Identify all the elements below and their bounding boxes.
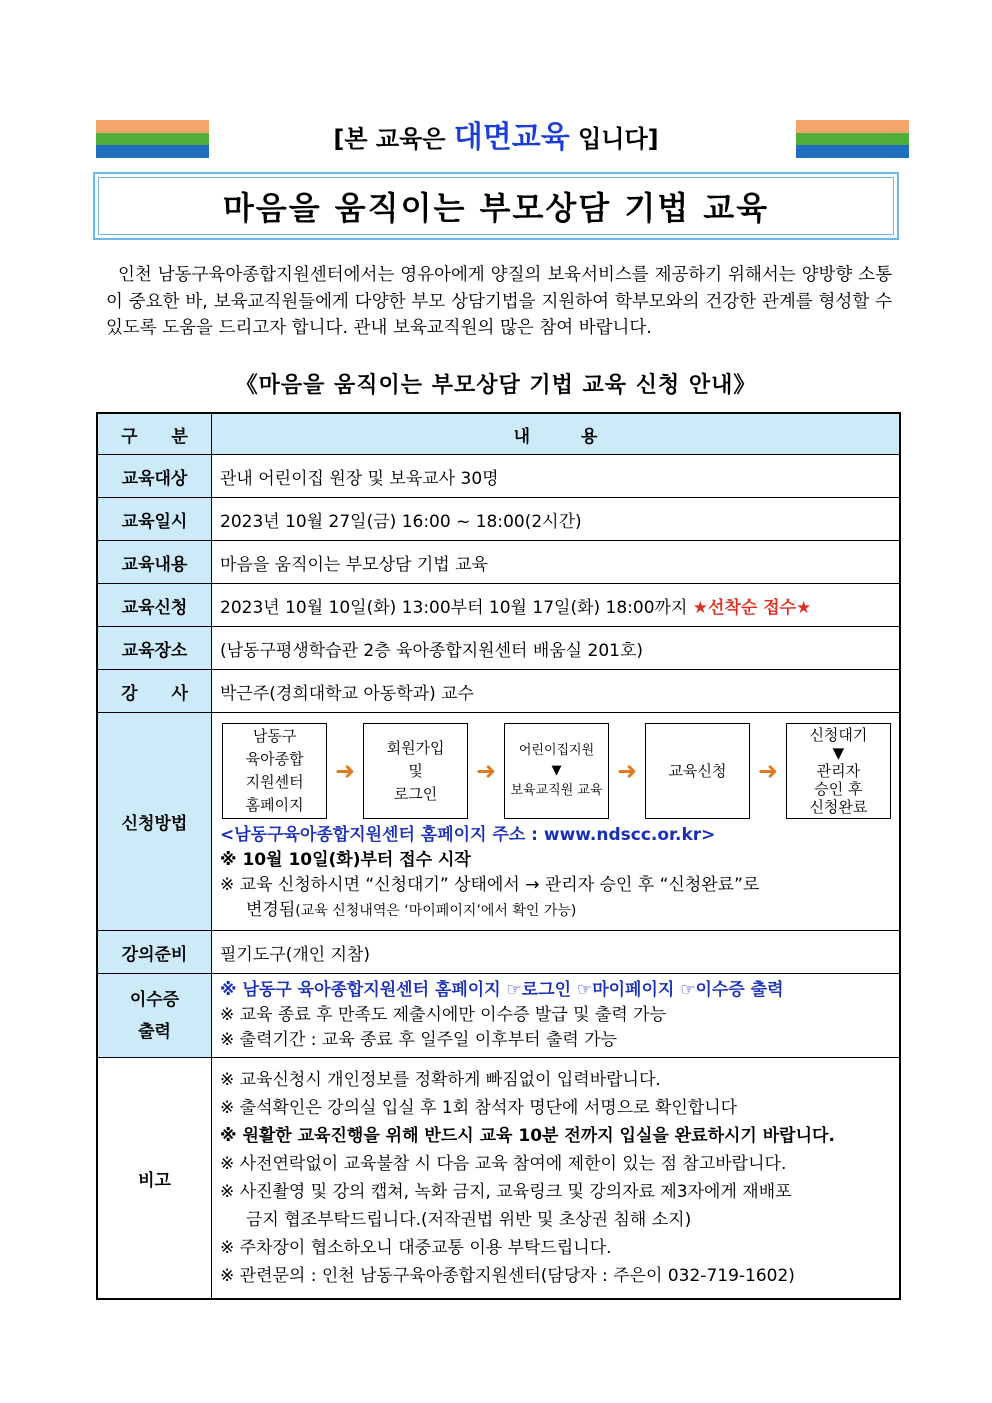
row-value: 필기도구(개인 지참) — [212, 931, 901, 974]
row-value: 관내 어린이집 원장 및 보육교사 30명 — [212, 455, 901, 498]
header-content: 내 용 — [212, 413, 901, 455]
row-value: (남동구평생학습관 2층 육아종합지원센터 배움실 201호) — [212, 627, 901, 670]
certificate-cell — [212, 974, 901, 1058]
intro-paragraph: 인천 남동구육아종합지원센터에서는 영유아에게 양질의 보육서비스를 제공하기 위해서는 양방향 소통이 중요한 바, 보육교직원들에게 다양한 부모 상담기법을 지원하여 학부모와의 건강한 관계를 형성할 수 있도록 도움을 드리고자 합니다. 관내 보육교직원의 많은 참여 바랍니다. — [106, 265, 892, 338]
header-category: 구 분 — [97, 413, 212, 455]
page-title: 마음을 움직이는 부모상담 기법 교육 — [98, 177, 894, 235]
certificate-note: ※ 출력기간 : 교육 종료 후 일주일 이후부터 출력 가능 — [220, 1030, 618, 1050]
flow-arrow-icon: ➜ — [616, 757, 638, 785]
row-label: 비고 — [97, 1058, 212, 1300]
row-label: 교육신청 — [97, 584, 212, 627]
flow-arrow-icon: ➜ — [475, 757, 497, 785]
method-cell — [212, 713, 901, 931]
table-row — [97, 455, 900, 498]
homepage-url: <남동구육아종합지원센터 홈페이지 주소 : www.ndscc.or.kr> — [220, 825, 716, 845]
certificate-path: ※ 남동구 육아종합지원센터 홈페이지 ☞로그인 ☞마이페이지 ☞이수증 출력 — [220, 980, 784, 1000]
table-row — [97, 627, 900, 670]
table-row — [97, 931, 900, 974]
remark-item: ※ 주차장이 협소하오니 대중교통 이용 부탁드립니다. — [220, 1238, 612, 1258]
headline-pre: [본 교육은 — [333, 125, 446, 153]
row-value — [212, 584, 901, 627]
table-row — [97, 670, 900, 713]
row-label: 교육내용 — [97, 541, 212, 584]
remark-item: ※ 사진촬영 및 강의 캡쳐, 녹화 금지, 교육링크 및 강의자료 제3자에게 재배포 — [220, 1182, 792, 1202]
row-label: 교육장소 — [97, 627, 212, 670]
flow-step-homepage: 남동구 육아종합 지원센터 홈페이지 — [222, 723, 327, 819]
table-row — [97, 584, 900, 627]
flow-step-signup: 회원가입 및 로그인 — [363, 723, 468, 819]
flow-step-approval: 신청대기 ▼ 관리자 승인 후 신청완료 — [786, 723, 891, 819]
title-box — [93, 172, 899, 240]
method-note: ※ 10월 10일(화)부터 접수 시작 — [220, 850, 471, 870]
row-label: 교육일시 — [97, 498, 212, 541]
table-row-method — [97, 713, 900, 931]
headline-highlight: 대면교육 — [453, 120, 570, 155]
row-value: 마음을 움직이는 부모상담 기법 교육 — [212, 541, 901, 584]
remark-item: ※ 사전연락없이 교육불참 시 다음 교육 참여에 제한이 있는 점 참고바랍니다. — [220, 1154, 787, 1174]
headline-post: 입니다] — [578, 125, 659, 153]
table-row-remarks — [97, 1058, 900, 1300]
remark-item: ※ 출석확인은 강의실 입실 후 1회 참석자 명단에 서명으로 확인합니다 — [220, 1098, 738, 1118]
decorative-stripe-left — [96, 120, 209, 158]
flow-step-apply: 교육신청 — [645, 723, 750, 819]
method-note-cont: 변경됨(교육 신청내역은 ‘마이페이지’에서 확인 가능) — [246, 900, 577, 920]
row-value: 박근주(경희대학교 아동학과) 교수 — [212, 670, 901, 713]
row-label: 강의준비 — [97, 931, 212, 974]
flow-arrow-icon: ➜ — [335, 757, 356, 785]
row-label: 강 사 — [97, 670, 212, 713]
flow-step-daycare-support: 어린이집지원 ▼ 보육교직원 교육 — [504, 723, 609, 819]
table-row-certificate — [97, 974, 900, 1058]
headline — [240, 118, 752, 159]
remark-item-cont: 금지 협조부탁드립니다.(저작권법 위반 및 초상권 침해 소지) — [246, 1210, 692, 1230]
remarks-cell — [212, 1058, 901, 1300]
table-row — [97, 541, 900, 584]
first-come-badge: ★선착순 접수★ — [692, 597, 812, 618]
remark-item: ※ 교육신청시 개인정보를 정확하게 빠짐없이 입력바랍니다. — [220, 1070, 661, 1090]
decorative-stripe-right — [796, 120, 909, 158]
method-note: ※ 교육 신청하시면 “신청대기” 상태에서 → 관리자 승인 후 “신청완료”로 — [220, 875, 760, 895]
apply-flow — [222, 723, 891, 819]
row-label: 이수증 출력 — [97, 974, 212, 1058]
remark-item: ※ 관련문의 : 인천 남동구육아종합지원센터(담당자 : 주은이 032-719-1602) — [220, 1266, 795, 1286]
row-label: 교육대상 — [97, 455, 212, 498]
info-table — [96, 412, 901, 1300]
row-label: 신청방법 — [97, 713, 212, 931]
row-value: 2023년 10월 27일(금) 16:00 ~ 18:00(2시간) — [212, 498, 901, 541]
table-header-row — [97, 413, 900, 455]
table-row — [97, 498, 900, 541]
certificate-note: ※ 교육 종료 후 만족도 제출시에만 이수증 발급 및 출력 가능 — [220, 1005, 666, 1025]
apply-period: 2023년 10월 10일(화) 13:00부터 10월 17일(화) 18:00까지 — [220, 597, 688, 618]
flow-arrow-icon: ➜ — [757, 757, 778, 785]
section-subtitle: 《마음을 움직이는 부모상담 기법 교육 신청 안내》 — [235, 373, 757, 398]
remark-item: ※ 원활한 교육진행을 위해 반드시 교육 10분 전까지 입실을 완료하시기 바랍니다. — [220, 1126, 835, 1146]
